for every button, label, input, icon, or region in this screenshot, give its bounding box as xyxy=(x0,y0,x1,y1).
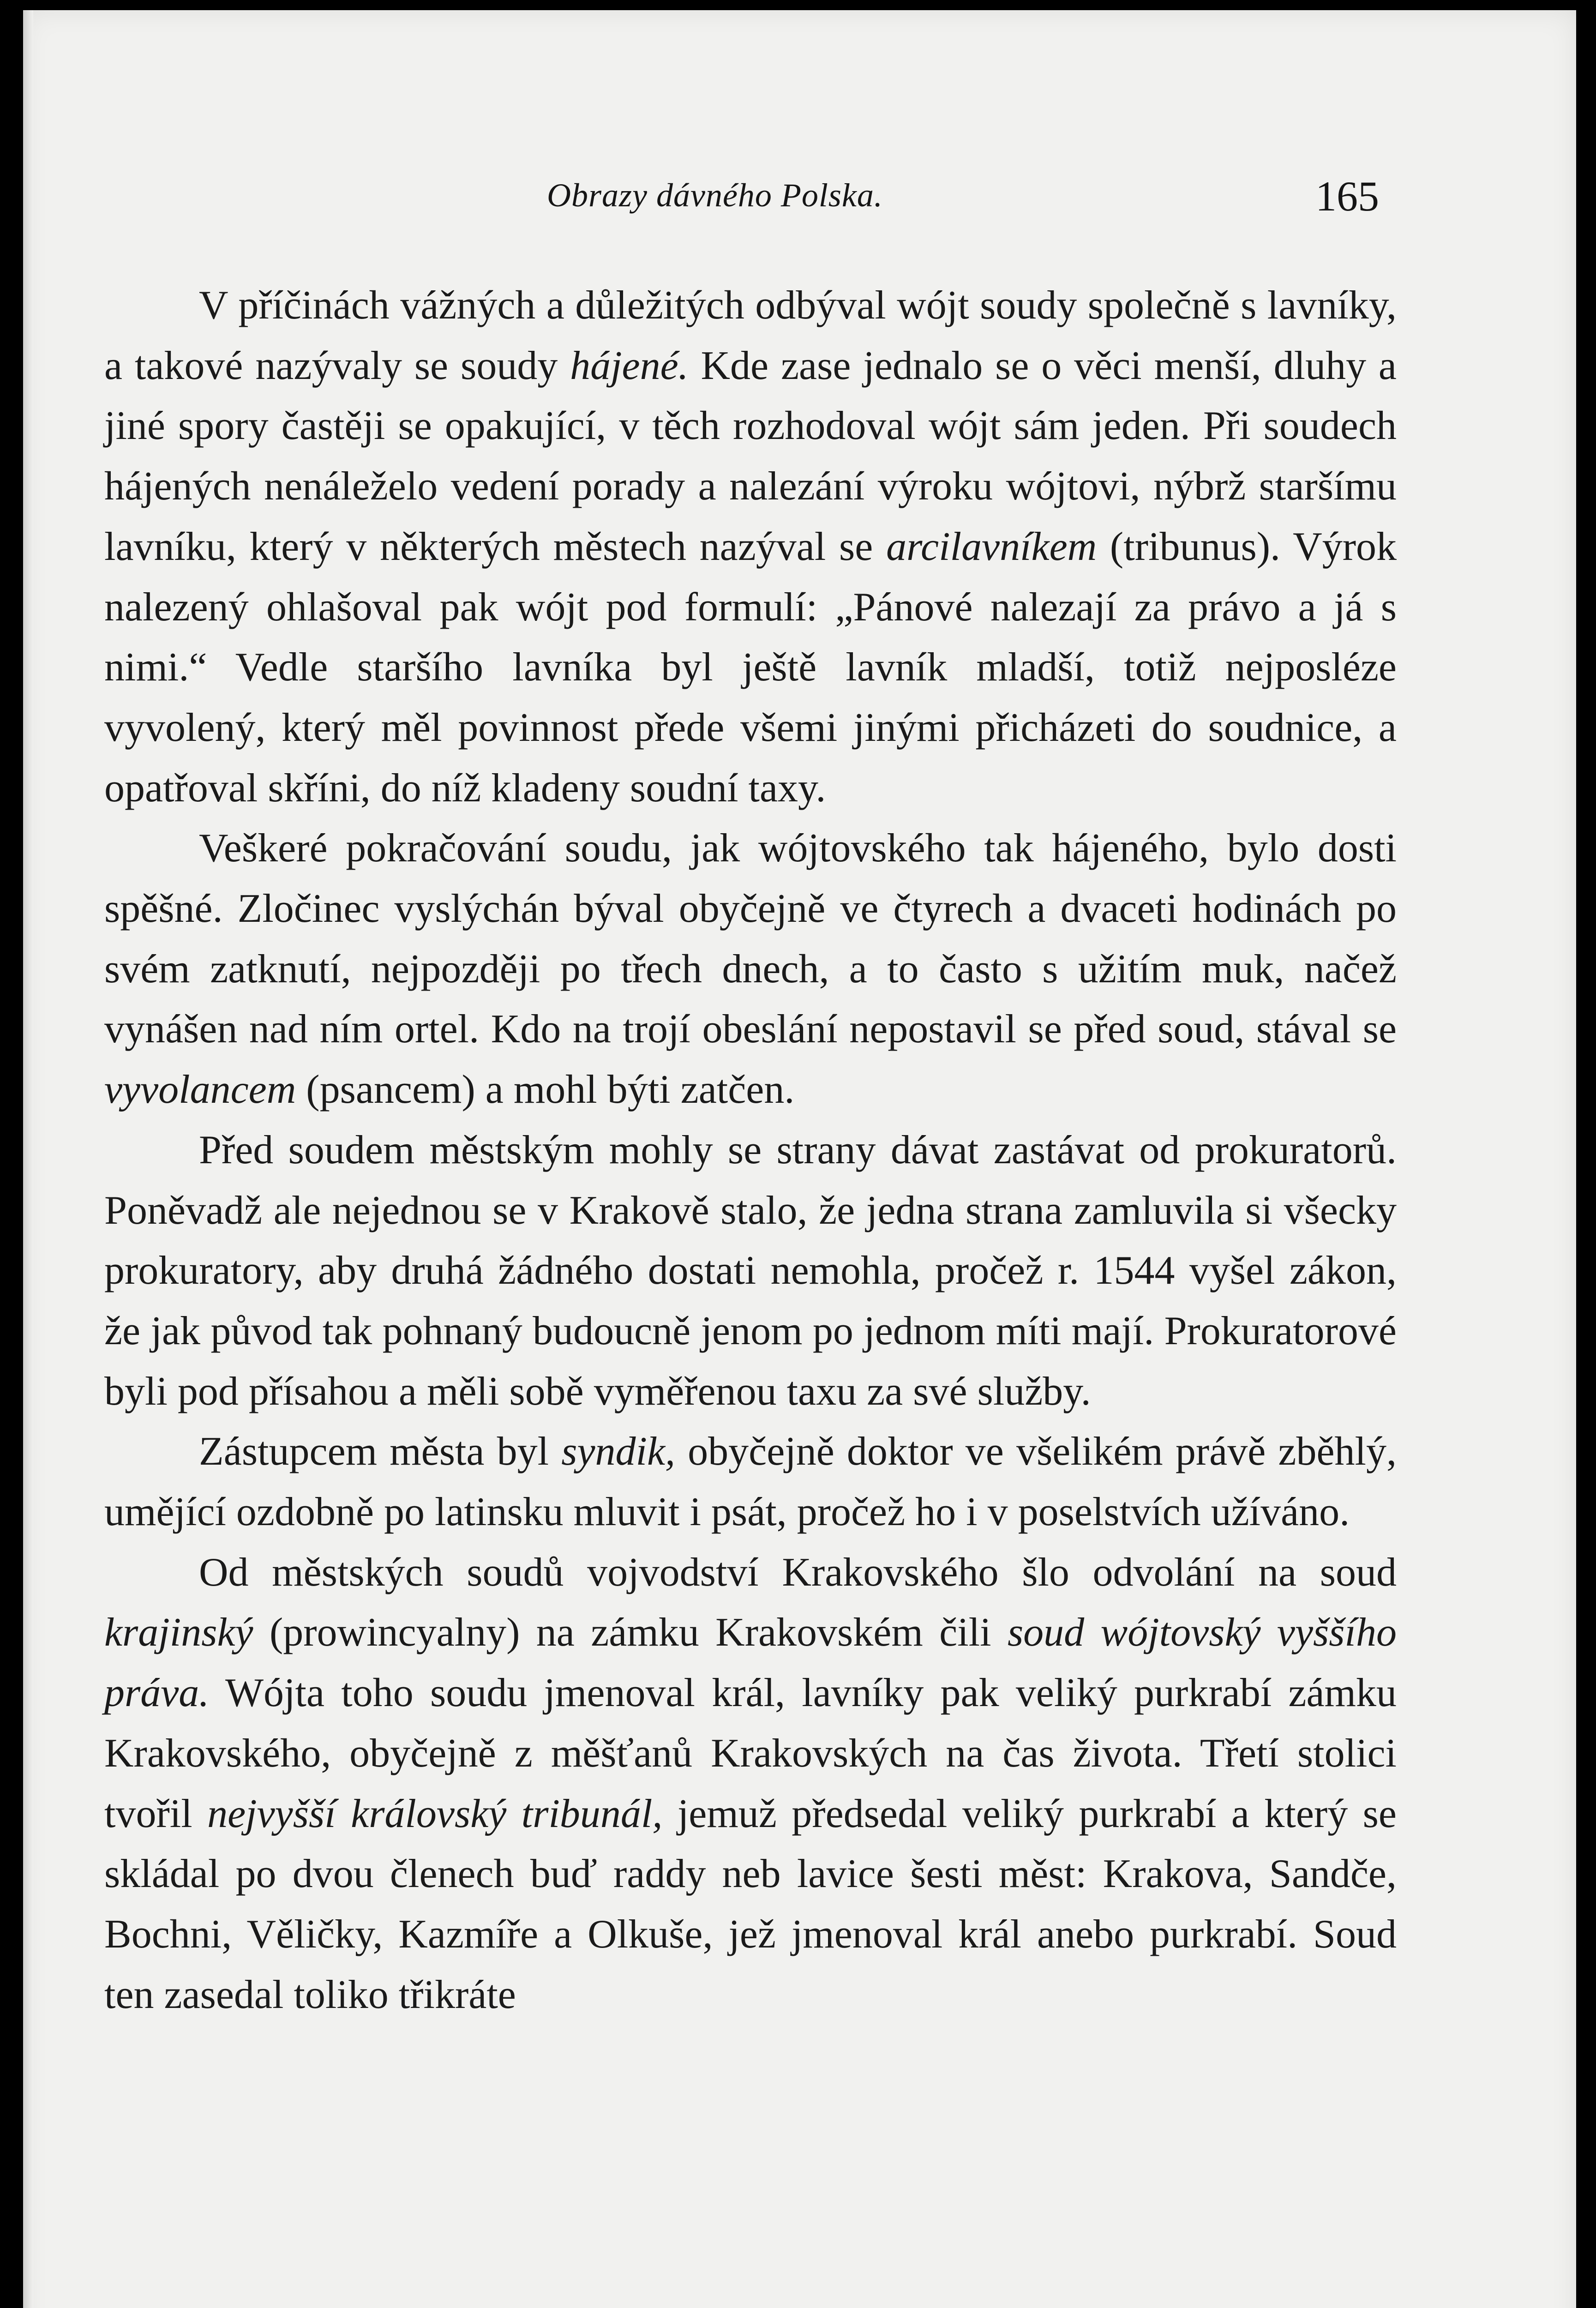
text-run: (tribunus). Výrok nalezený ohlašoval pak wójt pod formulí: „Pánové nalezají za právo a já s nimi.“ Vedle staršího lavníka byl ještě lavník mladší, totiž nejposléze vyvolený, který měl povinnost přede všemi jinými přicházeti do soudnice, a opatřoval skříni, do níž kladeny soudní taxy. xyxy=(104,524,1397,811)
text-run: obyčejně doktor ve všelikém právě zběhlý, umějící ozdobně po latinsku mluvit i psát, pročež ho i v poselstvích užíváno. xyxy=(104,1429,1397,1535)
paragraph xyxy=(104,276,1397,818)
paragraph xyxy=(104,1543,1397,2026)
page-edge-shadow xyxy=(23,10,33,2308)
text-run: V příčinách vážných a důležitých odbýval wójt soudy společně s lavníky, a takové nazývaly se soudy xyxy=(104,283,1397,388)
text-run: jemuž předsedal veliký purkrabí a který se skládal po dvou členech buď raddy neb lavice šesti měst: Krakova, Sandče, Bochni, Věličky, Kazmíře a Olkuše, jež jmenoval král anebo purkrabí. Soud ten zasedal toliko třikráte xyxy=(104,1791,1397,2017)
page-header xyxy=(23,172,1576,227)
italic-term: nejvyšší královský tribunál, xyxy=(207,1791,663,1836)
text-run: (psancem) a mohl býti zatčen. xyxy=(296,1067,795,1112)
italic-term: vyvolancem xyxy=(104,1067,296,1112)
text-run: Od městských soudů vojvodství Krakovského šlo odvolání na soud xyxy=(199,1550,1397,1595)
italic-term: soud wójtovský vyššího práva. xyxy=(104,1610,1397,1716)
text-run: Před soudem městským mohly se strany dávat zastávat od prokuratorů. Poněvadž ale nejednou se v Krakově stalo, že jedna strana zamluvila si všecky prokuratory, aby druhá žádného dostati nemohla, pročež r. 1544 vyšel zákon, že jak původ tak pohnaný budoucně jenom po jednom míti mají. Prokuratorové byli pod přísahou a měli sobě vyměřenou taxu za své služby. xyxy=(104,1127,1397,1414)
text-run: Kde zase jednalo se o věci menší, dluhy a jiné spory častěji se opakující, v těch rozhodoval wójt sám jeden. Při soudech hájených nenáleželo vedení porady a nalezání výroku wójtovi, nýbrž staršímu lavníku, který v některých městech nazýval se xyxy=(104,343,1397,569)
paragraph xyxy=(104,818,1397,1120)
paragraph xyxy=(104,1422,1397,1542)
italic-term: hájené. xyxy=(570,343,689,388)
page-number: 165 xyxy=(1315,173,1379,220)
text-run: Wójta toho soudu jmenoval král, lavníky pak veliký purkrabí zámku Krakovského, obyčejně z měšťanů Krakovských na čas života. Třetí stolici tvořil xyxy=(104,1671,1397,1836)
paragraph xyxy=(104,1120,1397,1422)
running-title: Obrazy dávného Polska. xyxy=(547,177,883,214)
book-page xyxy=(23,10,1576,2308)
text-run: (prowincyalny) na zámku Krakovském čili xyxy=(253,1610,1008,1655)
text-run: Veškeré pokračování soudu, jak wójtovského tak hájeného, bylo dosti spěšné. Zločinec vyslýchán býval obyčejně ve čtyrech a dvaceti hodinách po svém zatknutí, nejpozději po třech dnech, a to často s užitím muk, načež vynášen nad ním ortel. Kdo na trojí obeslání nepostavil se před soud, stával se xyxy=(104,826,1397,1052)
italic-term: arcilavníkem xyxy=(886,524,1097,569)
body-text xyxy=(104,276,1397,2025)
italic-term: syndik, xyxy=(561,1429,676,1474)
italic-term: krajinský xyxy=(104,1610,253,1655)
text-run: Zástupcem města byl xyxy=(199,1429,562,1474)
